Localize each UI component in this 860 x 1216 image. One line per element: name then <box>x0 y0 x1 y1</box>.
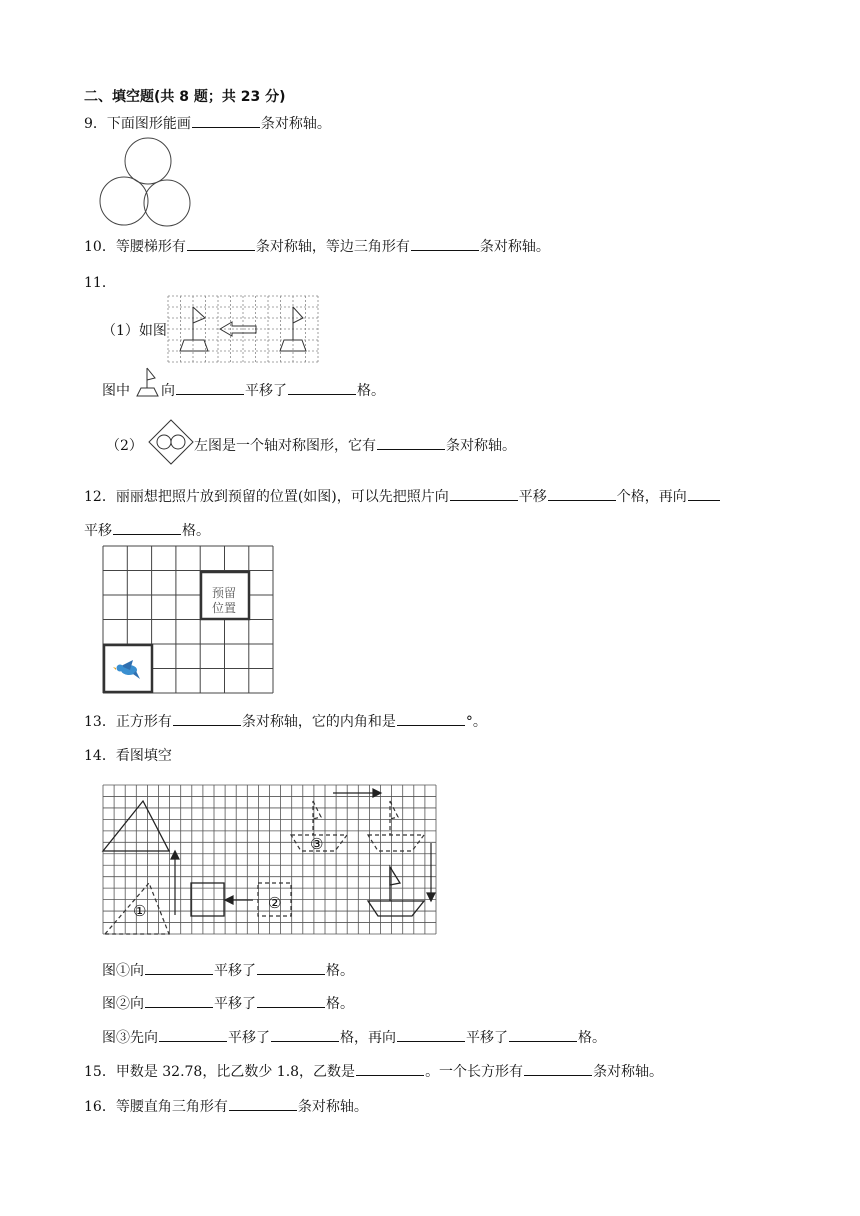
question-10 <box>84 236 550 256</box>
q13-text-a: 13．正方形有 <box>84 714 172 730</box>
q15-text-c: 条对称轴。 <box>593 1064 664 1080</box>
question-16 <box>84 1096 368 1116</box>
q13-text-b: 条对称轴，它的内角和是 <box>241 714 396 730</box>
q12-text-e: 格。 <box>182 523 210 539</box>
q14-l3-blank-1[interactable] <box>159 1027 227 1042</box>
q11-part2-text <box>194 435 516 455</box>
q11-text-c: 平移了 <box>245 383 287 399</box>
question-13 <box>84 711 487 731</box>
q14-title: 14．看图填空 <box>84 748 172 764</box>
q13-text-c: °。 <box>465 714 487 730</box>
q10-blank-1[interactable] <box>187 236 255 251</box>
q10-text-b: 条对称轴，等边三角形有 <box>255 239 410 255</box>
q11-p2-blank[interactable] <box>377 435 445 450</box>
q11-part1-line <box>102 380 130 400</box>
q16-text-b: 条对称轴。 <box>297 1099 368 1115</box>
q11-part1-label: （1）如图 <box>102 323 167 339</box>
q9-answer-blank[interactable] <box>192 113 260 128</box>
q15-text-b: 。一个长方形有 <box>425 1064 524 1080</box>
section-title: 二、填空题(共 8 题；共 23 分) <box>84 89 286 105</box>
q10-text-c: 条对称轴。 <box>479 239 550 255</box>
q12-text-c: 个格，再向 <box>616 489 687 505</box>
q14-l3-blank-4[interactable] <box>509 1027 577 1042</box>
q14-l1-blank-cells[interactable] <box>257 960 325 975</box>
q11-p2-text-a: 左图是一个轴对称图形，它有 <box>194 438 376 454</box>
q14-l2-blank-cells[interactable] <box>257 993 325 1008</box>
q12-blank-1[interactable] <box>450 486 518 501</box>
q14-l3-text-e: 格。 <box>578 1030 606 1046</box>
small-flag-icon <box>133 366 163 398</box>
q12-text-a: 12．丽丽想把照片放到预留的位置(如图)，可以先把照片向 <box>84 489 449 505</box>
q14-l3-text-a: 图③先向 <box>102 1030 158 1046</box>
q16-text-a: 16．等腰直角三角形有 <box>84 1099 228 1115</box>
q16-blank[interactable] <box>229 1096 297 1111</box>
q11-number: 11． <box>84 275 116 291</box>
figure-1-label: ① <box>133 902 147 920</box>
q14-line-1 <box>102 960 354 980</box>
q11-part1-line-rest <box>161 380 385 400</box>
q13-blank-2[interactable] <box>397 711 465 726</box>
question-12-line1 <box>84 486 721 506</box>
flag-translation-grid <box>168 296 318 362</box>
q14-l1-text-b: 平移了 <box>214 963 256 979</box>
q14-l3-text-b: 平移了 <box>228 1030 270 1046</box>
three-circles-figure <box>98 134 194 228</box>
q9-text-a: 9．下面图形能画 <box>84 116 191 132</box>
q9-text-b: 条对称轴。 <box>260 116 331 132</box>
q10-blank-2[interactable] <box>411 236 479 251</box>
q12-text-d: 平移 <box>84 523 112 539</box>
q12-blank-2[interactable] <box>548 486 616 501</box>
q11-text-d: 格。 <box>357 383 385 399</box>
q14-l2-text-c: 格。 <box>326 996 354 1012</box>
q15-text-a: 15．甲数是 32.78，比乙数少 1.8，乙数是 <box>84 1064 356 1080</box>
boat-shape <box>368 901 424 916</box>
q14-line-2 <box>102 993 354 1013</box>
question-12-line2 <box>84 520 210 540</box>
q13-blank-1[interactable] <box>173 711 241 726</box>
q14-l2-text-b: 平移了 <box>214 996 256 1012</box>
q12-blank-4[interactable] <box>113 520 181 535</box>
q14-l1-blank-direction[interactable] <box>145 960 213 975</box>
q14-l3-text-d: 平移了 <box>466 1030 508 1046</box>
q11-blank-cells[interactable] <box>288 380 356 395</box>
q11-part2-label: （2） <box>106 438 143 454</box>
figure-2-label: ② <box>268 894 282 912</box>
q11-blank-direction[interactable] <box>176 380 244 395</box>
question-15 <box>84 1061 663 1081</box>
reserved-label-1: 预留 <box>212 586 237 600</box>
q12-blank-3[interactable] <box>688 486 720 501</box>
diamond-two-circles-figure <box>148 419 194 465</box>
figure-3-moved-boat <box>368 835 424 851</box>
q11-text-b: 向 <box>161 383 175 399</box>
q14-l1-text-a: 图①向 <box>102 963 144 979</box>
reserved-label-2: 位置 <box>212 601 237 615</box>
q11-p2-text-b: 条对称轴。 <box>446 438 516 454</box>
translation-grid-figure <box>103 785 439 937</box>
q15-blank-2[interactable] <box>524 1061 592 1076</box>
q15-blank-1[interactable] <box>356 1061 424 1076</box>
photo-grid <box>103 546 275 696</box>
q12-text-b: 平移 <box>518 489 547 505</box>
q14-l2-blank-direction[interactable] <box>145 993 213 1008</box>
q14-l3-text-c: 格，再向 <box>340 1030 396 1046</box>
question-9 <box>84 113 331 133</box>
q14-l2-text-a: 图②向 <box>102 996 144 1012</box>
q14-l1-text-c: 格。 <box>326 963 354 979</box>
q14-line-3 <box>102 1027 606 1047</box>
figure-3-label: ③ <box>310 835 324 853</box>
q14-l3-blank-2[interactable] <box>271 1027 339 1042</box>
q11-text-a: 图中 <box>102 383 130 399</box>
q14-l3-blank-3[interactable] <box>397 1027 465 1042</box>
q10-text-a: 10．等腰梯形有 <box>84 239 186 255</box>
